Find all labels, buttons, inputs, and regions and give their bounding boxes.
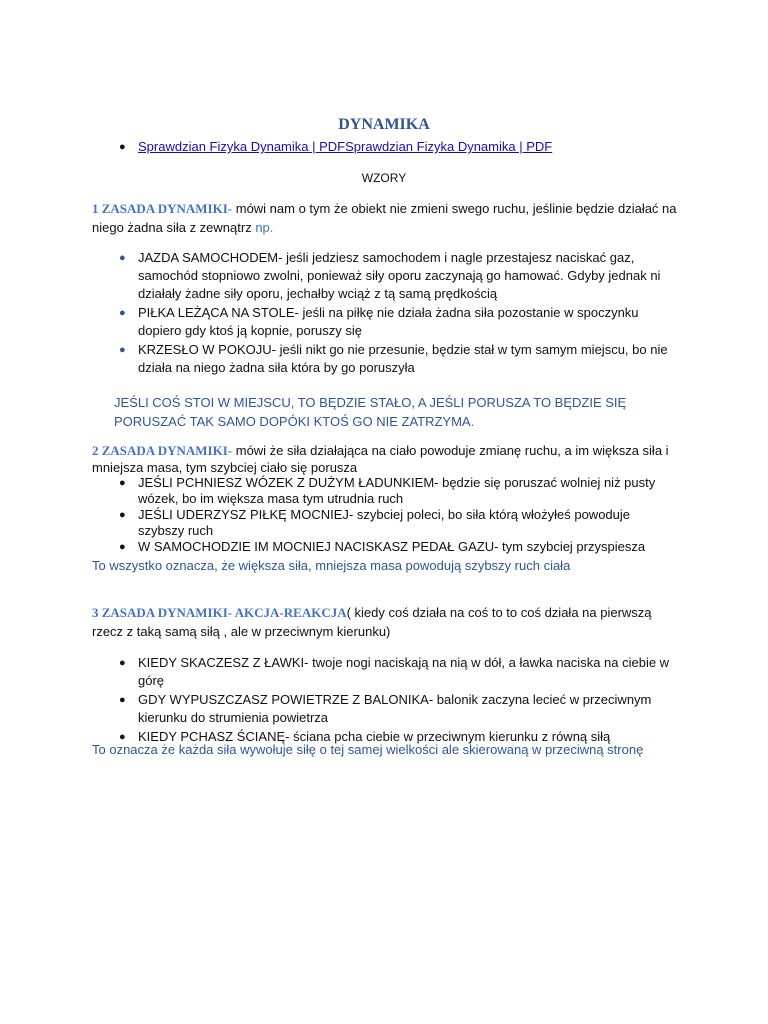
- list-item-text: JEŚLI UDERZYSZ PIŁKĘ MOCNIEJ- szybciej poleci, bo siła którą włożyłeś powoduje szybszy ruch: [138, 507, 631, 538]
- list-item-text: W SAMOCHODZIE IM MOCNIEJ NACISKASZ PEDAŁ GAZU- tym szybciej przyspiesza: [138, 539, 646, 554]
- section1-heading: 1 ZASADA DYNAMIKI-: [92, 201, 233, 216]
- bullet-icon: ●: [119, 731, 126, 743]
- bullet-icon: ●: [119, 657, 126, 669]
- link-list: [116, 138, 676, 156]
- section2-heading: 2 ZASADA DYNAMIKI-: [92, 443, 233, 458]
- list-item: [116, 691, 678, 727]
- list-item-text: JEŚLI PCHNIESZ WÓZEK Z DUŻYM ŁADUNKIEM- będzie się poruszać wolniej niż pusty wózek, bo im większa masa tym utrudnia ruch: [138, 475, 656, 506]
- bullet-icon: ●: [119, 307, 126, 319]
- list-item-text: KIEDY SKACZESZ Z ŁAWKI- twoje nogi naciskają na nią w dół, a ławka naciska na ciebie w górę: [138, 655, 670, 688]
- list-item: [116, 475, 676, 507]
- list-item: [116, 138, 676, 156]
- bullet-icon: ●: [119, 344, 126, 356]
- section3-heading: 3 ZASADA DYNAMIKI- AKCJA-REAKCJA: [92, 605, 347, 620]
- list-item-text: GDY WYPUSZCZASZ POWIETRZE Z BALONIKA- balonik zaczyna lecieć w przeciwnym kierunku do strumienia powietrza: [138, 692, 652, 725]
- section2-list: [116, 475, 676, 555]
- section1-np: np.: [255, 220, 274, 235]
- list-item-text: JAZDA SAMOCHODEM- jeśli jedziesz samochodem i nagle przestajesz naciskać gaz, samochód stopniowo zwolni, ponieważ siły oporu zaczynają go hamować. Gdyby jednak ni działały żadne siły oporu, jechałby wciąż z tą samą prędkością: [138, 250, 661, 301]
- pdf-link[interactable]: Sprawdzian Fizyka Dynamika | PDFSprawdzian Fizyka Dynamika | PDF: [138, 139, 553, 154]
- list-item-text: PIŁKA LEŻĄCA NA STOLE- jeśli na piłkę nie działa żadna siła pozostanie w spoczynku dopiero gdy ktoś ją kopnie, poruszy się: [138, 305, 639, 338]
- section3-text: ( kiedy coś działa na coś to to coś działa na pierwszą rzecz z taką samą siłą , ale w przeciwnym kierunku): [92, 605, 652, 639]
- list-item: [116, 304, 678, 340]
- list-item: [116, 507, 676, 539]
- bullet-icon: ●: [119, 477, 126, 489]
- list-item-text: KRZESŁO W POKOJU- jeśli nikt go nie przesunie, będzie stał w tym samym miejscu, bo nie działa na niego żadna siła która by go poruszyła: [138, 342, 668, 375]
- document-title: DYNAMIKA: [338, 116, 430, 133]
- section3-summary: To oznacza że każda siła wywołuje siłę o tej samej wielkości ale skierowaną w przeciwną stronę: [92, 742, 644, 757]
- section1-text: mówi nam o tym że obiekt nie zmieni swego ruchu, jeślinie będzie działać na niego żadna siła z zewnątrz: [92, 201, 677, 235]
- bullet-icon: ●: [119, 252, 126, 264]
- wzory-label: WZORY: [361, 171, 407, 185]
- list-item: [116, 539, 676, 555]
- list-item: [116, 654, 678, 690]
- bullet-icon: ●: [119, 541, 126, 553]
- bullet-icon: ●: [119, 509, 126, 521]
- list-item-text: KIEDY PCHASZ ŚCIANĘ- ściana pcha ciebie w przeciwnym kierunku z równą siłą: [138, 729, 611, 744]
- section2-text: mówi że siła działająca na ciało powoduje zmianę ruchu, a im większa siła i mniejsza masa, tym szybciej ciało się porusza: [92, 443, 669, 475]
- list-item: [116, 341, 678, 377]
- bullet-icon: ●: [119, 694, 126, 706]
- bullet-icon: ●: [119, 141, 126, 153]
- section2-summary: To wszystko oznacza, że większa siła, mniejsza masa powodują szybszy ruch ciała: [92, 558, 571, 573]
- section1-list: [116, 249, 678, 377]
- section1-summary: JEŚLI COŚ STOI W MIEJSCU, TO BĘDZIE STAŁO, A JEŚLI PORUSZA TO BĘDZIE SIĘ PORUSZAĆ TAK SAMO DOPÓKI KTOŚ GO NIE ZATRZYMA.: [114, 395, 627, 429]
- section3-paragraph: [92, 603, 682, 641]
- section2-paragraph: [92, 442, 682, 476]
- section1-paragraph: [92, 199, 682, 237]
- list-item: [116, 249, 678, 303]
- section3-list: [116, 654, 678, 746]
